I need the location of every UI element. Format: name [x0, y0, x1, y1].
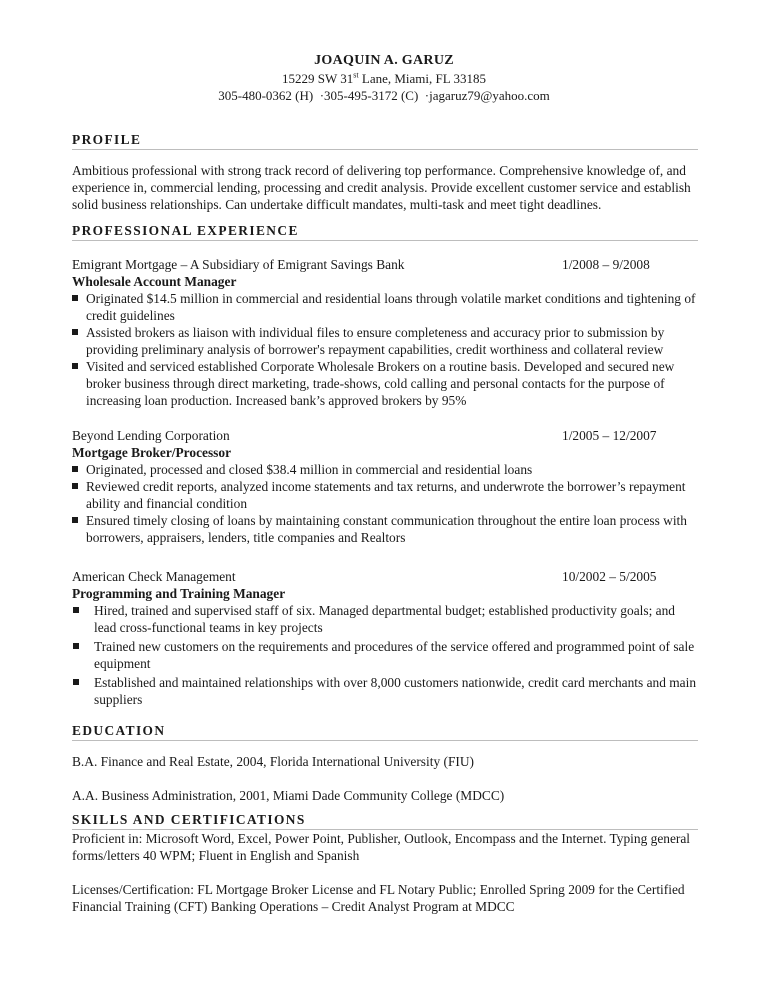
education-heading: EDUCATION: [72, 722, 698, 741]
job-company: Beyond Lending Corporation: [72, 428, 230, 443]
profile-heading: PROFILE: [72, 131, 698, 150]
skills-proficient: Proficient in: Microsoft Word, Excel, Power Point, Publisher, Outlook, Encompass and the Internet. Typing general forms/letters 40 WPM; Fluent in English and Spanish: [72, 831, 691, 863]
square-bullet-icon: [72, 483, 78, 489]
bullet-text: Reviewed credit reports, analyzed income statements and tax returns, and underwrote the borrower’s repayment ability and financial condition: [86, 479, 686, 511]
square-bullet-icon: [72, 517, 78, 523]
list-item: [72, 512, 698, 546]
profile-section: [72, 131, 698, 213]
square-bullet-icon: [72, 329, 78, 335]
experience-section: [72, 222, 698, 241]
resume-header: [0, 52, 768, 104]
education-section: [72, 722, 698, 804]
square-bullet-icon: [73, 679, 79, 685]
job-bullet-list: [72, 461, 698, 546]
applicant-name: JOAQUIN A. GARUZ: [314, 53, 454, 68]
job-role: Wholesale Account Manager: [72, 274, 237, 289]
list-item: [72, 324, 698, 358]
bullet-text: Originated $14.5 million in commercial and residential loans through volatile market conditions and tightening of credit guidelines: [86, 291, 696, 323]
job-header: [72, 256, 698, 273]
list-item: [72, 674, 698, 708]
address-city: Lane, Miami, FL 33185: [358, 71, 486, 86]
bullet-text: Hired, trained and supervised staff of six. Managed departmental budget; established productivity goals; and lead cross-functional teams in key projects: [94, 603, 675, 635]
job-entry: [72, 256, 698, 409]
list-item: [72, 358, 698, 409]
bullet-text: Established and maintained relationships with over 8,000 customers nationwide, credit card merchants and main suppliers: [94, 675, 697, 707]
profile-text: Ambitious professional with strong track record of delivering top performance. Comprehensive knowledge of, and experience in, commercial lending, processing and credit analysis. Provide excellent customer service and establish solid business relationships. Can undertake difficult mandates, multi-task and meet tight deadlines.: [72, 163, 691, 212]
square-bullet-icon: [72, 466, 78, 472]
job-entry: [72, 427, 698, 546]
bullet-text: Ensured timely closing of loans by maintaining constant communication throughout the entire loan process with borrowers, appraisers, lenders, title companies and Realtors: [86, 513, 687, 545]
list-item: [72, 638, 698, 672]
skills-licenses: Licenses/Certification: FL Mortgage Broker License and FL Notary Public; Enrolled Spring 2009 for the Certified Financial Training (CFT) Banking Operations – Credit Analyst Program at MDCC: [72, 882, 685, 914]
education-entry: A.A. Business Administration, 2001, Miami Dade Community College (MDCC): [72, 788, 505, 803]
skills-section: [72, 811, 698, 915]
list-item: [72, 478, 698, 512]
job-entry: [72, 568, 698, 708]
square-bullet-icon: [73, 607, 79, 613]
job-dates: 1/2008 – 9/2008: [562, 257, 650, 272]
contact-line: 305-480-0362 (H) ·305-495-3172 (C) ·jagaruz79@yahoo.com: [218, 88, 550, 103]
bullet-text: Originated, processed and closed $38.4 million in commercial and residential loans: [86, 462, 533, 477]
list-item: [72, 602, 698, 636]
job-bullet-list: [72, 602, 698, 708]
job-dates: 1/2005 – 12/2007: [562, 428, 657, 443]
square-bullet-icon: [73, 643, 79, 649]
bullet-text: Assisted brokers as liaison with individual files to ensure completeness and accuracy prior to submission by providing preliminary analysis of borrower's repayment capabilities, credit worthiness and collateral review: [86, 325, 665, 357]
job-role: Mortgage Broker/Processor: [72, 445, 232, 460]
experience-heading: PROFESSIONAL EXPERIENCE: [72, 222, 698, 241]
skills-heading: SKILLS AND CERTIFICATIONS: [72, 811, 698, 830]
bullet-text: Trained new customers on the requirements and procedures of the service offered and programmed point of sale equipment: [94, 639, 695, 671]
list-item: [72, 290, 698, 324]
list-item: [72, 461, 698, 478]
address-street: 15229 SW 31: [282, 71, 354, 86]
address-line: [0, 70, 768, 87]
square-bullet-icon: [72, 295, 78, 301]
address-ordinal: st: [353, 70, 359, 80]
job-dates: 10/2002 – 5/2005: [562, 569, 657, 584]
square-bullet-icon: [72, 363, 78, 369]
job-header: [72, 427, 698, 444]
job-company: American Check Management: [72, 569, 236, 584]
job-company: Emigrant Mortgage – A Subsidiary of Emigrant Savings Bank: [72, 257, 405, 272]
education-entry: B.A. Finance and Real Estate, 2004, Florida International University (FIU): [72, 754, 475, 769]
bullet-text: Visited and serviced established Corporate Wholesale Brokers on a routine basis. Developed and secured new broker business through direct marketing, trade-shows, cold calling and personal contacts for the purpose of increasing loan production. Increased bank’s approved brokers by 95%: [86, 359, 675, 408]
job-bullet-list: [72, 290, 698, 409]
job-role: Programming and Training Manager: [72, 586, 286, 601]
job-header: [72, 568, 698, 585]
